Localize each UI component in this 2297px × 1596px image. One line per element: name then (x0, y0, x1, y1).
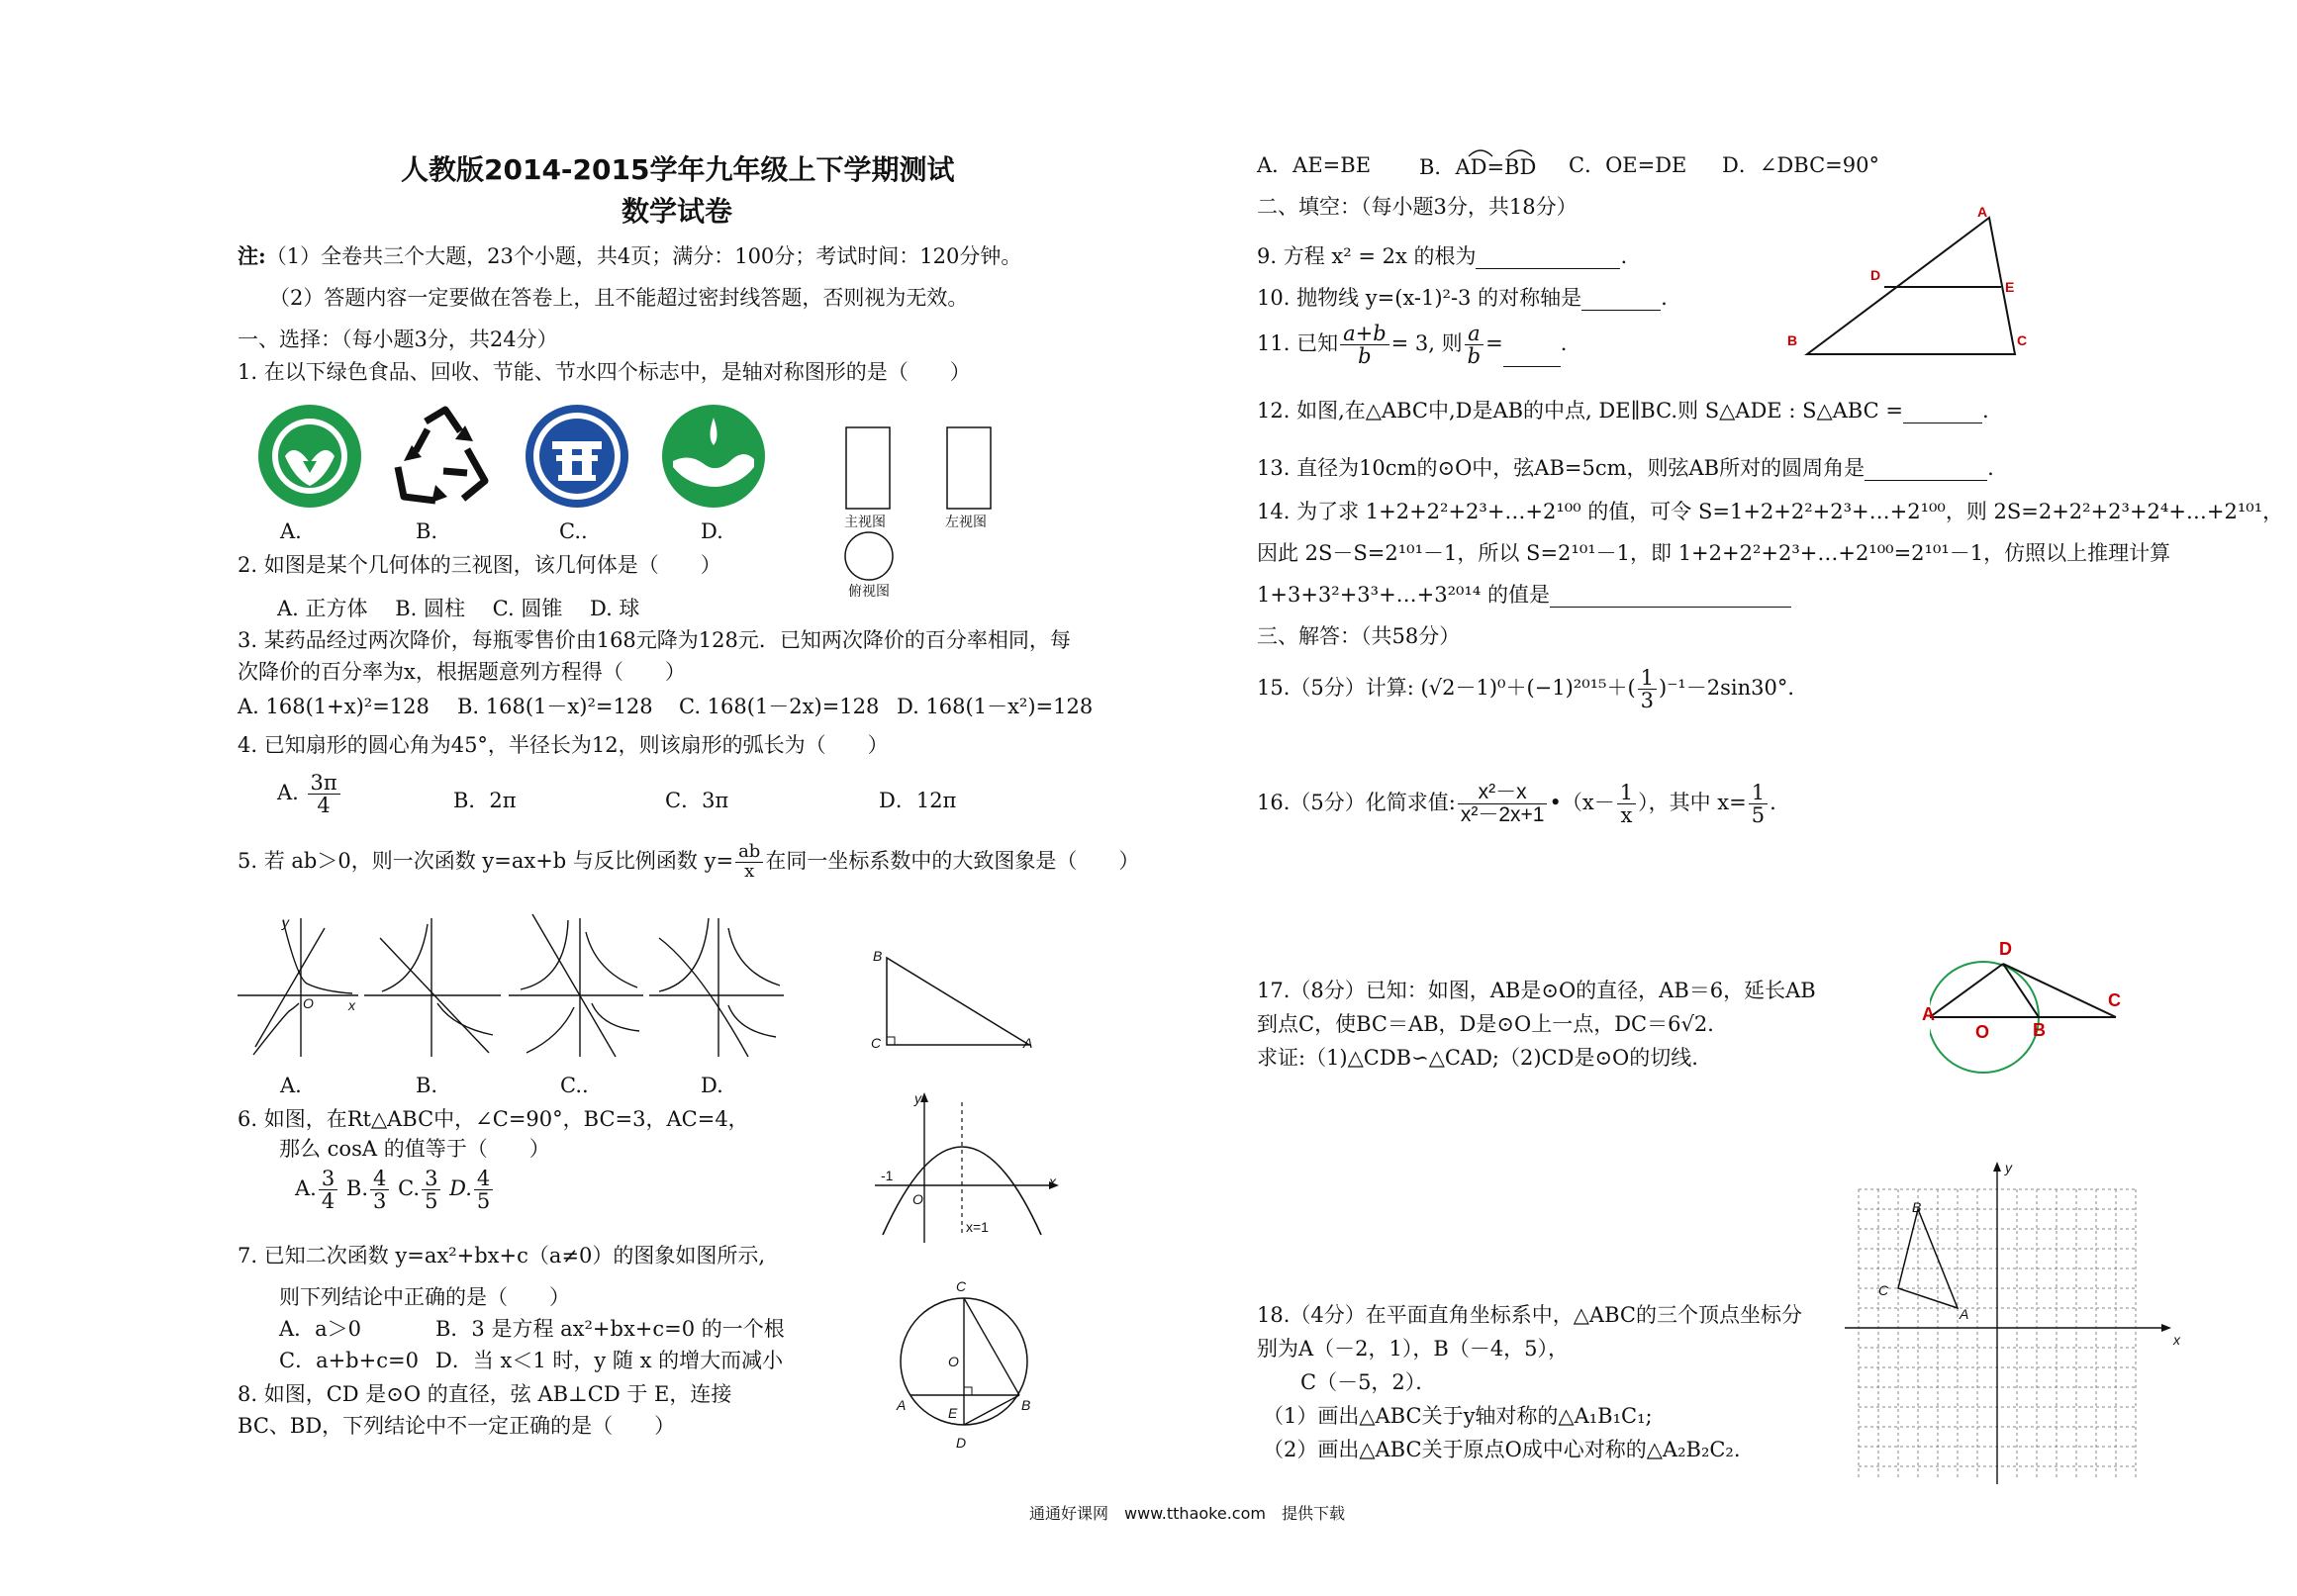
q12-label-a: A (1977, 204, 1988, 220)
q15: 15.（5分）计算: (√2－1)⁰＋(−1)²⁰¹⁵＋( $\frac{1}{3}$ )⁻¹－2sin30°． (1257, 666, 1809, 713)
q3-option-d: D. 168(1－x²)=128 (897, 695, 1094, 718)
q6-label-b: B (873, 948, 883, 964)
q2-stem: 2. 如图是某个几何体的三视图，该几何体是（ ） (238, 553, 721, 577)
page-title: 人教版2014-2015学年九年级上下学期测试 (401, 153, 955, 186)
q4-option-a: A. $\frac{3\pi}{4}$ (277, 772, 342, 816)
recycle-logo (386, 402, 500, 511)
q6-stem-line1: 6. 如图，在Rt△ABC中，∠C=90°，BC=3，AC=4， (238, 1107, 749, 1131)
q8-option-a: A．AE=BE (1257, 153, 1372, 177)
footer: 通通好课网 www.tthaoke.com 提供下载 (1029, 1504, 1345, 1523)
q5-graph-a-origin: O (303, 995, 314, 1011)
top-view-label: 俯视图 (848, 583, 890, 599)
q17-label-b: B (2033, 1020, 2046, 1040)
q8-label-b: B (1021, 1397, 1031, 1413)
q17-label-c: C (2108, 990, 2121, 1010)
q2-options: A. 正方体 B. 圆柱 C. 圆锥 D. 球 (277, 597, 640, 620)
q4-option-b: B．2π (453, 789, 517, 812)
q18-line4: （1）画出△ABC关于y轴对称的△A₁B₁C₁; (1263, 1404, 1653, 1428)
q8-circle-figure (891, 1282, 1039, 1441)
q12-label-b: B (1787, 332, 1798, 348)
three-views-figure (836, 423, 1034, 602)
q6-right-triangle (871, 946, 1049, 1055)
q3-stem-line1: 3. 某药品经过两次降价，每瓶零售价由168元降为128元．已知两次降价的百分率相同，每 (238, 628, 1071, 652)
q8-option-d: D．∠DBC=90° (1722, 153, 1879, 177)
section-3-heading: 三、解答：（共58分） (1257, 624, 1461, 648)
q6-label-a: A (1023, 1035, 1033, 1051)
q6-label-c: C (871, 1035, 882, 1051)
q7-label-y: y (914, 1090, 921, 1106)
q7-stem-line1: 7. 已知二次函数 y=ax²+bx+c（a≠0）的图象如图所示, (238, 1244, 766, 1267)
q18-line5: （2）画出△ABC关于原点O成中心对称的△A₂B₂C₂. (1263, 1438, 1741, 1461)
q8-label-c: C (956, 1278, 967, 1294)
q5-option-b: B. (416, 1074, 438, 1097)
q17-circle-figure (1930, 940, 2128, 1079)
q5-option-d: D. (701, 1074, 723, 1097)
water-saving-logo (659, 402, 768, 511)
q5-option-a: A. (280, 1074, 302, 1097)
note-2: （2）答题内容一定要做在答卷上，且不能超过密封线答题，否则视为无效。 (269, 286, 969, 310)
q17-label-d: D (1999, 939, 2012, 959)
note-1: 注:（1）全卷共三个大题，23个小题，共4页；满分：100分；考试时间：120分钟。 (238, 243, 1022, 268)
q8-label-e: E (948, 1405, 958, 1421)
front-view-label: 主视图 (844, 514, 886, 529)
q17-line1: 17.（8分）已知：如图，AB是⊙O的直径，AB＝6，延长AB (1257, 979, 1816, 1002)
q1-stem: 1. 在以下绿色食品、回收、节能、节水四个标志中，是轴对称图形的是（ ） (238, 360, 971, 384)
q10: 10. 抛物线 y=(x-1)²-3 的对称轴是 . (1257, 286, 1668, 310)
q3-stem-line2: 次降价的百分率为x，根据题意列方程得（ ） (238, 660, 686, 684)
q17-line2: 到点C，使BC＝AB，D是⊙O上一点，DC＝6√2． (1257, 1012, 1729, 1036)
q3-option-c: C. 168(1－2x)=128 (679, 695, 880, 718)
section-1-heading: 一、选择：（每小题3分，共24分） (238, 328, 558, 351)
q6-options: A. $\frac{3}{4}$ B. $\frac{4}{3}$ C. $\frac{3}{5}$ D. $\frac{4}{5}$ (295, 1168, 495, 1212)
q12: 12. 如图,在△ABC中,D是AB的中点, DE∥BC.则 S△ADE : S△ABC = . (1257, 399, 1989, 422)
q18-label-c: C (1878, 1282, 1889, 1298)
q3-option-a: A. 168(1+x)²=128 (238, 695, 430, 718)
q12-triangle-figure (1781, 208, 2039, 366)
q18-line2: 别为A（－2，1），B（－4，5）， (1257, 1337, 1570, 1361)
q18-label-b: B (1912, 1199, 1922, 1215)
q18-label-x: x (2173, 1332, 2180, 1348)
q5-graphs (234, 908, 788, 1062)
q1-option-c: C.. (559, 519, 588, 543)
q16: 16.（5分）化简求值: $\frac{\text{x²－x}}{\text{x²－2x+1}}$ •（x－ $\frac{1}{x}$ ），其中 x= $\frac{1}{5}$ . (1257, 781, 1776, 828)
q11: 11. 已知 $\frac{a+b}{b}$ = 3, 则 $\frac{a}{b}$ = . (1257, 322, 1568, 369)
q12-label-e: E (2005, 279, 2015, 295)
q8-label-a: A (897, 1397, 907, 1413)
q8-stem-line1: 8. 如图，CD 是⊙O 的直径，弦 AB⊥CD 于 E，连接 (238, 1382, 732, 1406)
q5-stem: 5. 若 ab＞0，则一次函数 y=ax+b 与反比例函数 y= $\frac{ab}{x}$ 在同一坐标系数中的大致图象是（ ） (238, 841, 1140, 882)
q4-stem: 4. 已知扇形的圆心角为45°，半径长为12，则该扇形的弧长为（ ） (238, 733, 889, 757)
q5-graph-a-y-label: y (282, 914, 289, 930)
q13: 13. 直径为10cm的⊙O中，弦AB=5cm，则弦AB所对的圆周角是 . (1257, 456, 1994, 480)
q4-option-d: D．12π (879, 789, 957, 812)
q14-line3: 1+3+3²+3³+…+3²⁰¹⁴ 的值是 (1257, 582, 1791, 608)
q7-label-axis: x=1 (966, 1219, 989, 1235)
q9: 9. 方程 x² = 2x 的根为 . (1257, 244, 1628, 268)
q5-option-c: C.. (560, 1074, 589, 1097)
q14-line2: 因此 2S－S=2¹⁰¹－1，所以 S=2¹⁰¹－1，即 1+2+2²+2³+…+2¹⁰⁰=2¹⁰¹－1，仿照以上推理计算 (1257, 541, 2171, 565)
q8-option-b: B．AD=BD (1419, 155, 1537, 179)
q14-line1: 14. 为了求 1+2+2²+2³+…+2¹⁰⁰ 的值，可令 S=1+2+2²+2³+…+2¹⁰⁰，则 2S=2+2²+2³+2⁴+…+2¹⁰¹， (1257, 500, 2284, 523)
q17-line3: 求证:（1)△CDB∽△CAD;（2)CD是⊙O的切线. (1257, 1046, 1698, 1070)
q18-label-y: y (2005, 1160, 2012, 1175)
q18-coordinate-grid (1841, 1160, 2187, 1486)
q7-label-minus1: -1 (881, 1168, 894, 1183)
q3-option-b: B. 168(1－x)²=128 (457, 695, 653, 718)
q1-option-a: A. (280, 519, 302, 543)
q7-option-a: A．a＞0 (279, 1317, 362, 1341)
page-subtitle: 数学试卷 (622, 195, 733, 228)
q7-label-x: x (1049, 1174, 1056, 1189)
q12-label-c: C (2017, 332, 2028, 348)
q8-stem-line2: BC、BD，下列结论中不一定正确的是（ ） (238, 1414, 676, 1438)
q17-label-a: A (1922, 1004, 1935, 1024)
q4-option-c: C．3π (665, 789, 729, 812)
q1-option-d: D. (701, 519, 723, 543)
q8-label-d: D (956, 1435, 967, 1451)
q18-line3: C（－5，2）． (1300, 1370, 1437, 1394)
section-2-heading: 二、填空：（每小题3分，共18分） (1257, 195, 1578, 219)
q6-stem-line2: 那么 cosA 的值等于（ ） (279, 1137, 550, 1161)
green-food-logo (255, 402, 364, 511)
q18-line1: 18.（4分）在平面直角坐标系中，△ABC的三个顶点坐标分 (1257, 1303, 1802, 1327)
q8-arc-marks (1465, 144, 1544, 158)
q7-option-d: D．当 x＜1 时，y 随 x 的增大而减小 (435, 1349, 784, 1372)
energy-saving-logo (523, 402, 631, 511)
q7-option-c: C．a+b+c=0 (279, 1349, 419, 1372)
q8-option-c: C．OE=DE (1569, 153, 1687, 177)
left-view-label: 左视图 (945, 514, 987, 529)
q7-stem-line2: 则下列结论中正确的是（ ） (279, 1285, 570, 1309)
q1-option-b: B. (416, 519, 438, 543)
q18-label-a: A (1960, 1306, 1969, 1322)
q7-label-origin: O (912, 1191, 923, 1207)
q5-graph-a-x-label: x (348, 997, 355, 1013)
q17-label-o: O (1975, 1022, 1990, 1042)
q7-option-b: B．3 是方程 ax²+bx+c=0 的一个根 (435, 1317, 785, 1341)
q12-label-d: D (1870, 267, 1881, 283)
q8-label-o: O (948, 1354, 959, 1369)
